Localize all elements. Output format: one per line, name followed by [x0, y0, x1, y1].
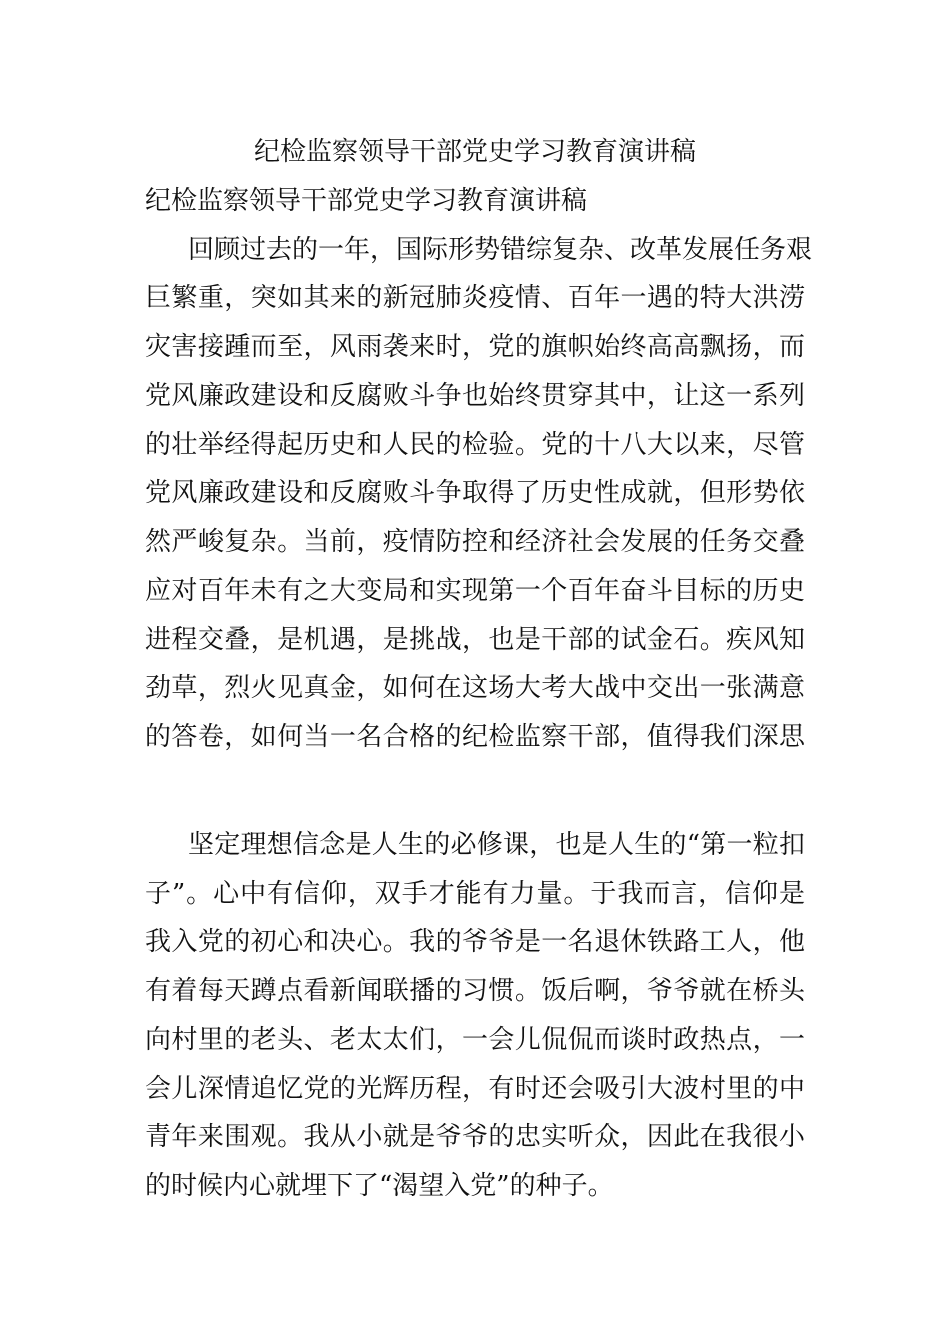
- paragraph-1-line-6: 党风廉政建设和反腐败斗争取得了历史性成就，但形势依: [145, 478, 805, 508]
- document-title: 纪检监察领导干部党史学习教育演讲稿: [253, 137, 696, 167]
- paragraph-1-line-4: 党风廉政建设和反腐败斗争也始终贯穿其中，让这一系列: [145, 381, 805, 411]
- paragraph-1-line-8: 应对百年未有之大变局和实现第一个百年奋斗目标的历史: [145, 576, 805, 606]
- paragraph-1-line-7: 然严峻复杂。当前，疫情防控和经济社会发展的任务交叠: [145, 527, 805, 557]
- paragraph-1-line-10: 劲草，烈火见真金，如何在这场大考大战中交出一张满意: [145, 673, 805, 703]
- paragraph-2-line-1: 坚定理想信念是人生的必修课，也是人生的“第一粒扣: [188, 830, 805, 860]
- paragraph-1-line-5: 的壮举经得起历史和人民的检验。党的十八大以来，尽管: [145, 430, 805, 460]
- paragraph-1-line-2: 巨繁重，突如其来的新冠肺炎疫情、百年一遇的特大洪涝: [145, 283, 805, 313]
- paragraph-1-line-3: 灾害接踵而至，风雨袭来时，党的旗帜始终高高飘扬，而: [145, 332, 805, 362]
- paragraph-2-line-5: 向村里的老头、老太太们，一会儿侃侃而谈时政热点，一: [145, 1025, 805, 1055]
- paragraph-1-line-1: 回顾过去的一年，国际形势错综复杂、改革发展任务艰: [188, 235, 813, 265]
- paragraph-1-line-11: 的答卷，如何当一名合格的纪检监察干部，值得我们深思: [145, 722, 805, 752]
- paragraph-2-line-7: 青年来围观。我从小就是爷爷的忠实听众，因此在我很小: [145, 1122, 805, 1152]
- paragraph-2-line-8: 的时候内心就埋下了“渴望入党”的种子。: [145, 1171, 614, 1201]
- paragraph-1-line-9: 进程交叠，是机遇，是挑战，也是干部的试金石。疾风知: [145, 625, 805, 655]
- document-subtitle: 纪检监察领导干部党史学习教育演讲稿: [145, 186, 588, 216]
- paragraph-2-line-4: 有着每天蹲点看新闻联播的习惯。饭后啊，爷爷就在桥头: [145, 976, 805, 1006]
- paragraph-2-line-2: 子”。心中有信仰，双手才能有力量。于我而言，信仰是: [145, 879, 805, 909]
- paragraph-2-line-3: 我入党的初心和决心。我的爷爷是一名退休铁路工人，他: [145, 927, 805, 957]
- paragraph-2-line-6: 会儿深情追忆党的光辉历程，有时还会吸引大波村里的中: [145, 1074, 805, 1104]
